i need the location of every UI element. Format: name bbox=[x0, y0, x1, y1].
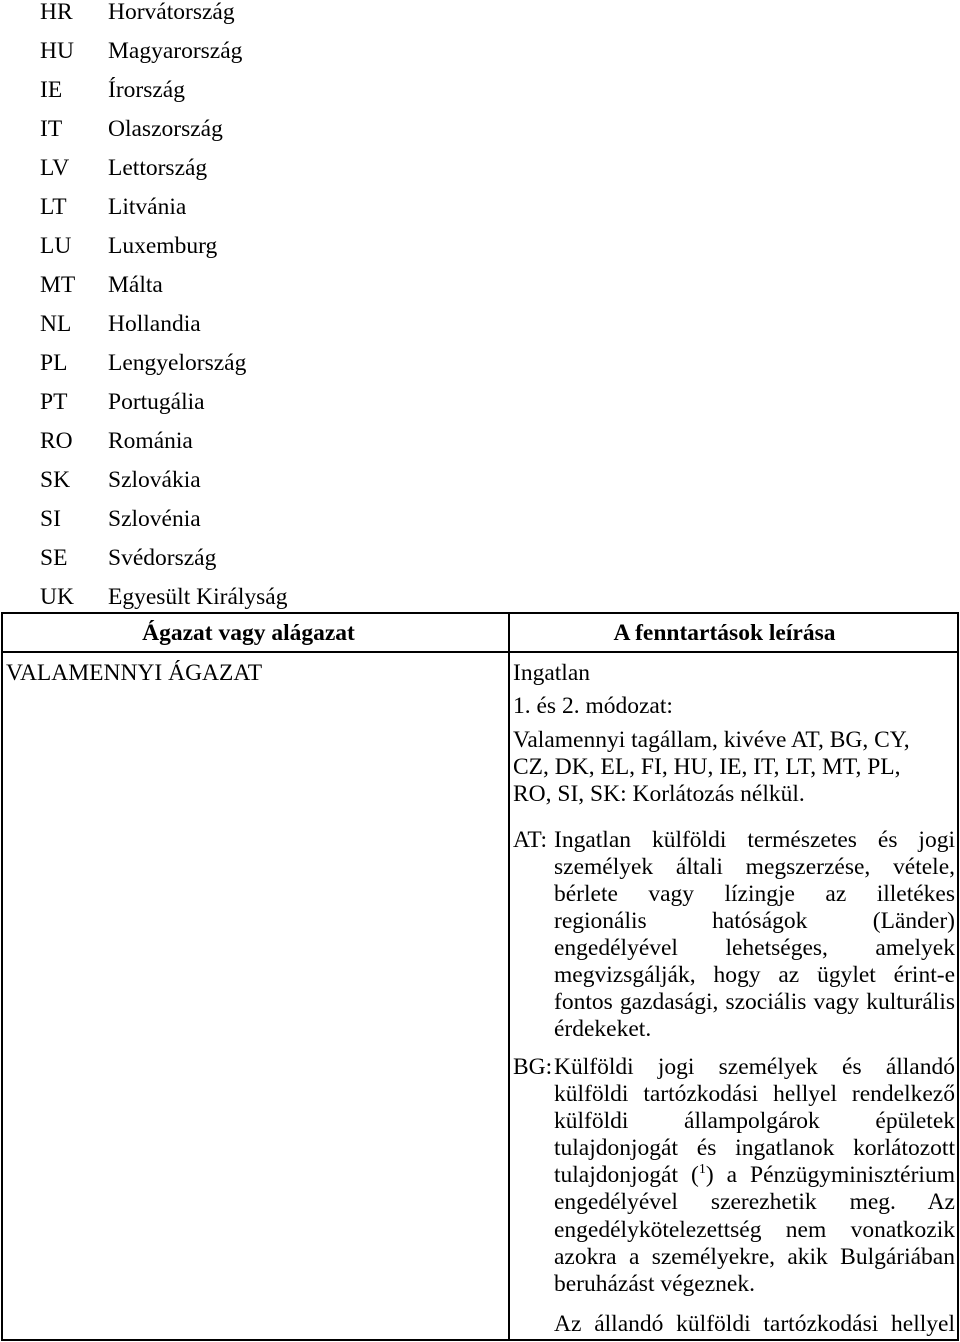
at-line: bérlete vagy lízingje az illetékes bbox=[554, 881, 955, 907]
at-text bbox=[554, 827, 955, 1043]
bg-line: engedélyével szerezhetik meg. Az bbox=[554, 1189, 955, 1216]
bg-line-text: tulajdonjogát ( bbox=[554, 1162, 699, 1189]
country-code: IT bbox=[40, 116, 63, 142]
country-code: LU bbox=[40, 233, 72, 259]
bg-line: tulajdonjogát és ingatlanok korlátozott bbox=[554, 1135, 955, 1162]
country-code: LV bbox=[40, 155, 70, 181]
header-description: A fenntartások leírása bbox=[613, 620, 836, 646]
at-line: regionális hatóságok (Länder) bbox=[554, 908, 955, 934]
country-name: Portugália bbox=[108, 389, 205, 415]
bg-line: azokra a személyekre, akik Bulgáriában bbox=[554, 1243, 955, 1270]
general-line: CZ, DK, EL, FI, HU, IE, IT, LT, MT, PL, bbox=[513, 754, 901, 780]
country-name: Lengyelország bbox=[108, 350, 247, 376]
bg-line: külföldi tartózkodási hellyel rendelkező bbox=[554, 1081, 955, 1108]
bg-line bbox=[554, 1162, 955, 1189]
country-row bbox=[0, 390, 960, 429]
column-divider bbox=[508, 614, 510, 1339]
at-line: megvizsgálják, hogy az ügylet érint-e bbox=[554, 962, 955, 988]
country-row bbox=[0, 195, 960, 234]
country-code: PT bbox=[40, 389, 68, 415]
reservations-table bbox=[1, 612, 959, 1341]
continuation-line: Az állandó külföldi tartózkodási hellyel bbox=[554, 1311, 955, 1337]
country-name: Románia bbox=[108, 428, 193, 454]
general-reservation bbox=[513, 727, 955, 808]
at-line: személyek általi megszerzése, vétele, bbox=[554, 854, 955, 880]
bg-label: BG: bbox=[513, 1054, 553, 1080]
country-name: Szlovénia bbox=[108, 506, 201, 532]
country-row bbox=[0, 312, 960, 351]
at-line: Ingatlan külföldi természetes és jogi bbox=[554, 827, 955, 853]
country-code: SK bbox=[40, 467, 71, 493]
at-line: engedélyével lehetséges, amelyek bbox=[554, 935, 955, 961]
footnote-reference: 1 bbox=[698, 1162, 706, 1178]
at-line: fontos gazdasági, szociális vagy kulturális bbox=[554, 989, 955, 1015]
country-row bbox=[0, 78, 960, 117]
country-row bbox=[0, 273, 960, 312]
country-name: Írország bbox=[108, 77, 185, 103]
header-divider bbox=[3, 651, 957, 653]
general-line: Valamennyi tagállam, kivéve AT, BG, CY, bbox=[513, 727, 910, 753]
reservation-topic: Ingatlan bbox=[513, 660, 590, 686]
country-name: Horvátország bbox=[108, 0, 235, 25]
country-name: Egyesült Királyság bbox=[108, 584, 288, 610]
country-code: HR bbox=[40, 0, 73, 25]
country-row bbox=[0, 234, 960, 273]
continuation-text bbox=[554, 1311, 955, 1338]
country-code: HU bbox=[40, 38, 74, 64]
country-code: PL bbox=[40, 350, 68, 376]
at-label: AT: bbox=[513, 827, 548, 853]
country-row bbox=[0, 546, 960, 585]
country-code: SI bbox=[40, 506, 61, 532]
country-name: Málta bbox=[108, 272, 163, 298]
bg-line: beruházást végeznek. bbox=[554, 1270, 755, 1297]
country-code: LT bbox=[40, 194, 67, 220]
country-code: RO bbox=[40, 428, 73, 454]
country-name: Luxemburg bbox=[108, 233, 218, 259]
country-name: Magyarország bbox=[108, 38, 243, 64]
country-row bbox=[0, 156, 960, 195]
country-row bbox=[0, 0, 960, 39]
country-row bbox=[0, 429, 960, 468]
country-row bbox=[0, 39, 960, 78]
country-row bbox=[0, 468, 960, 507]
bg-line: külföldi állampolgárok épületek bbox=[554, 1108, 955, 1135]
header-sector: Ágazat vagy alágazat bbox=[142, 620, 355, 646]
country-code: NL bbox=[40, 311, 72, 337]
country-code: IE bbox=[40, 77, 63, 103]
country-code: MT bbox=[40, 272, 76, 298]
bg-text bbox=[554, 1054, 955, 1298]
country-name: Lettország bbox=[108, 155, 208, 181]
bg-line: engedélykötelezettség nem vonatkozik bbox=[554, 1216, 955, 1243]
country-code: SE bbox=[40, 545, 68, 571]
sector-cell: VALAMENNYI ÁGAZAT bbox=[6, 660, 263, 686]
general-line: RO, SI, SK: Korlátozás nélkül. bbox=[513, 781, 805, 807]
bg-line-text: ) a Pénzügyminisztérium bbox=[705, 1162, 955, 1189]
country-name: Svédország bbox=[108, 545, 217, 571]
country-name: Hollandia bbox=[108, 311, 201, 337]
bg-line: Külföldi jogi személyek és állandó bbox=[554, 1054, 955, 1080]
at-line: érdekeket. bbox=[554, 1016, 652, 1042]
supply-modes: 1. és 2. módozat: bbox=[513, 693, 673, 719]
country-name: Szlovákia bbox=[108, 467, 201, 493]
country-code: UK bbox=[40, 584, 74, 610]
country-name: Olaszország bbox=[108, 116, 223, 142]
country-name: Litvánia bbox=[108, 194, 187, 220]
country-row bbox=[0, 117, 960, 156]
country-row bbox=[0, 507, 960, 546]
country-list bbox=[0, 0, 960, 624]
country-row bbox=[0, 351, 960, 390]
